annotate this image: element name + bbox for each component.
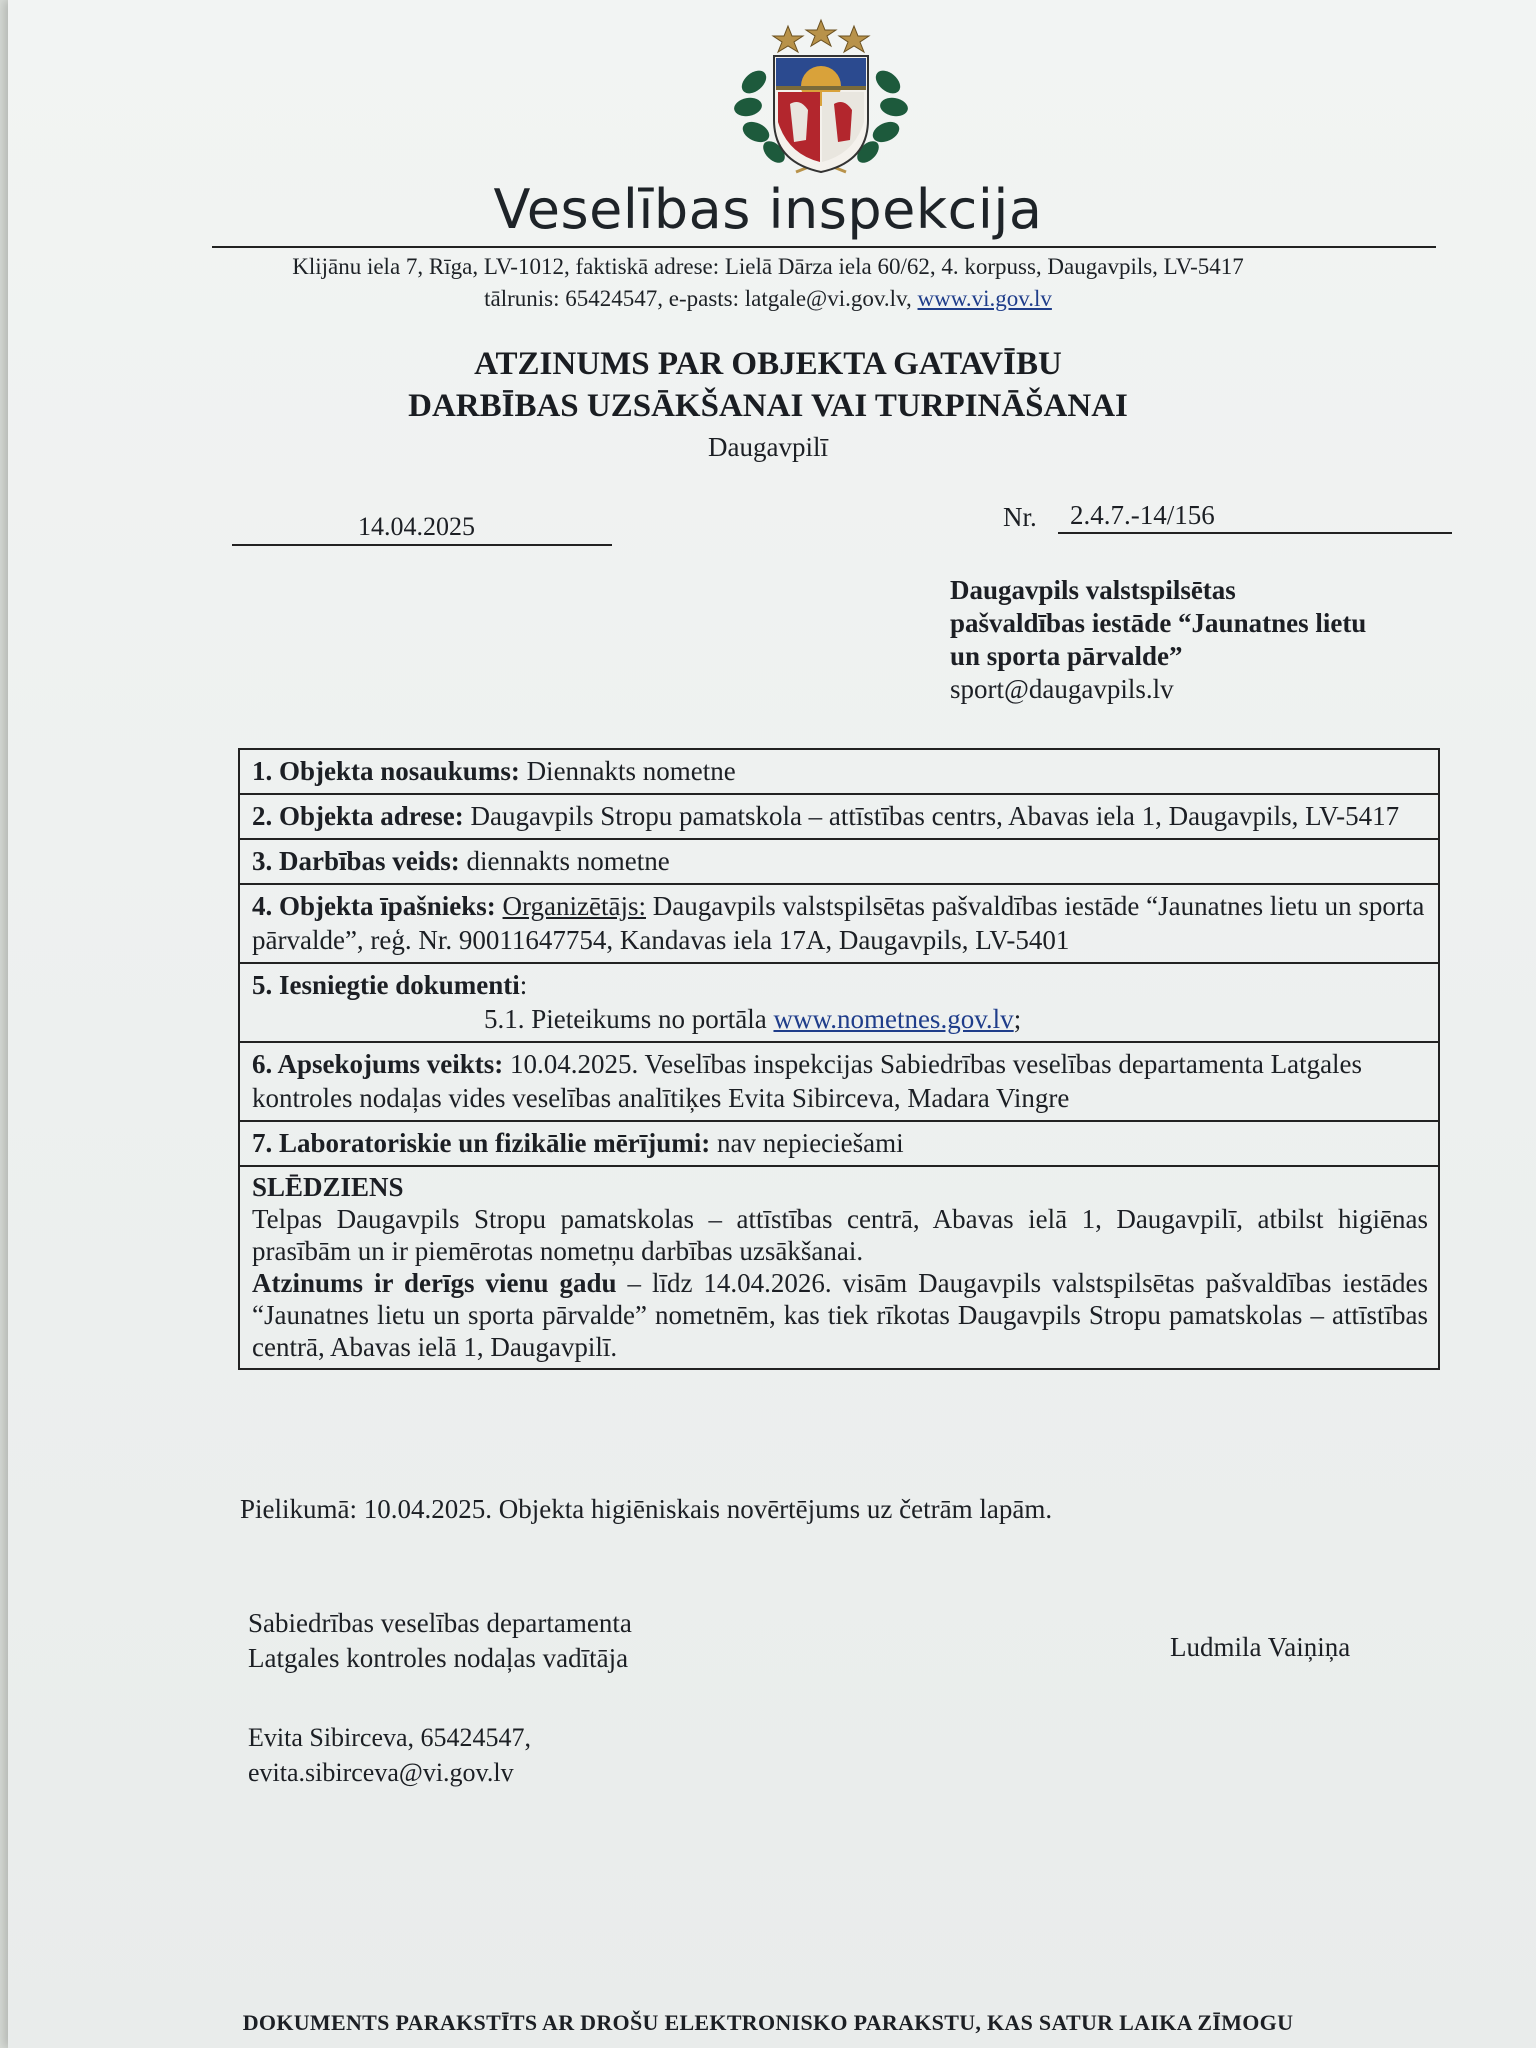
position-line-1: Sabiedrības veselības departamenta — [248, 1608, 632, 1638]
validity-bold: Atzinums ir derīgs vienu gadu — [252, 1268, 617, 1298]
row-sublabel: Organizētājs: — [502, 891, 646, 921]
row-label: 3. Darbības veids: — [252, 846, 460, 876]
position-line-2: Latgales kontroles nodaļas vadītāja — [248, 1643, 629, 1673]
recipient-block — [950, 574, 1450, 706]
contact-line-2: evita.sibirceva@vi.gov.lv — [248, 1758, 514, 1787]
signature-footer: DOKUMENTS PARAKSTĪTS AR DROŠU ELEKTRONISKO PARAKSTU, KAS SATUR LAIKA ZĪMOGU — [242, 2010, 1294, 2035]
signer-position — [248, 1606, 632, 1676]
address-line: Klijānu iela 7, Rīga, LV-1012, faktiskā adrese: Lielā Dārza iela 60/62, 4. korpuss, Daugavpils, LV-5417 — [292, 254, 1244, 279]
signer-name: Ludmila Vaiņiņa — [1170, 1632, 1351, 1662]
row-label: 6. Apsekojums veikts: — [252, 1049, 504, 1079]
recipient-name-2: pašvaldības iestāde “Jaunatnes lietu — [950, 608, 1367, 638]
number-label: Nr. — [1003, 502, 1037, 532]
number-field — [1058, 500, 1452, 534]
recipient-email: sport@daugavpils.lv — [950, 674, 1174, 704]
row-value: Daugavpils valstspilsētas pašvaldības iestāde “Jaunatnes lietu un sporta pārvalde”, reģ. Nr. 90011647754, Kandavas iela 17A, Daugavpils, LV-5401 — [252, 891, 1425, 955]
header-divider — [212, 246, 1436, 248]
table-row — [239, 884, 1439, 963]
document-number: 2.4.7.-14/156 — [1070, 500, 1215, 530]
row-colon: : — [519, 970, 528, 1000]
row-label: 5. Iesniegtie dokumenti — [252, 970, 520, 1000]
row-label: 1. Objekta nosaukums: — [252, 756, 520, 786]
table-row — [239, 794, 1439, 839]
coat-of-arms-emblem — [726, 12, 916, 187]
document-item-suffix: ; — [1013, 1004, 1022, 1034]
document-date: 14.04.2025 — [358, 512, 475, 541]
document-city: Daugavpilī — [708, 432, 828, 462]
annex-note: Pielikumā: 10.04.2025. Objekta higiēniskais novērtējums uz četrām lapām. — [240, 1494, 1053, 1524]
row-label: 7. Laboratoriskie un fizikālie mērījumi: — [252, 1128, 711, 1158]
recipient-name-1: Daugavpils valstspilsētas — [950, 575, 1236, 605]
date-field — [232, 512, 612, 546]
table-row — [239, 839, 1439, 884]
document-item — [252, 1002, 1428, 1036]
table-row — [239, 1121, 1439, 1166]
conclusion-text: Telpas Daugavpils Stropu pamatskolas – attīstības centrā, Abavas ielā 1, Daugavpilī, atbilst higiēnas prasībām un ir piemērotas nometņu darbības uzsākšanai. — [252, 1204, 1428, 1266]
row-value: Diennakts nometne — [526, 756, 736, 786]
table-row — [239, 963, 1439, 1042]
table-row — [239, 749, 1439, 794]
row-value: 10.04.2025. Veselības inspekcijas Sabiedrības veselības departamenta Latgales kontroles nodaļas vides veselības analītiķes Evita Sibirceva, Madara Vingre — [252, 1049, 1363, 1113]
document-title-line-1: ATZINUMS PAR OBJEKTA GATAVĪBU — [474, 346, 1062, 382]
contact-line-1: Evita Sibirceva, 65424547, — [248, 1723, 532, 1752]
contact-line — [0, 286, 1536, 312]
conclusion-heading: SLĒDZIENS — [252, 1172, 404, 1202]
recipient-name-3: un sporta pārvalde” — [950, 641, 1183, 671]
row-value: diennakts nometne — [466, 846, 670, 876]
organization-name: Veselības inspekcija — [493, 178, 1043, 241]
table-row — [239, 1166, 1439, 1369]
website-link[interactable]: www.vi.gov.lv — [917, 286, 1052, 311]
nometnes-link[interactable]: www.nometnes.gov.lv — [773, 1004, 1014, 1034]
object-details-table — [238, 748, 1440, 1370]
validity-rest: – līdz 14.04.2026. visām Daugavpils valstspilsētas pašvaldības iestādes “Jaunatnes lietu un sporta pārvalde” nometnēm, kas tiek rīkotas Daugavpils Stropu pamatskolas – attīstības centrā, Abavas ielā 1, Daugavpilī. — [252, 1268, 1428, 1362]
row-label: 2. Objekta adrese: — [252, 801, 464, 831]
row-value: nav nepieciešami — [716, 1128, 904, 1158]
document-item-text: 5.1. Pieteikums no portāla — [484, 1004, 767, 1034]
table-row — [239, 1042, 1439, 1121]
contact-person — [248, 1720, 531, 1790]
row-label: 4. Objekta īpašnieks: — [252, 891, 496, 921]
validity-text — [252, 1267, 1428, 1363]
phone-email: tālrunis: 65424547, e-pasts: latgale@vi.gov.lv, — [484, 286, 912, 311]
document-title-line-2: DARBĪBAS UZSĀKŠANAI VAI TURPINĀŠANAI — [408, 388, 1128, 424]
row-value: Daugavpils Stropu pamatskola – attīstības centrs, Abavas iela 1, Daugavpils, LV-5417 — [470, 801, 1400, 831]
